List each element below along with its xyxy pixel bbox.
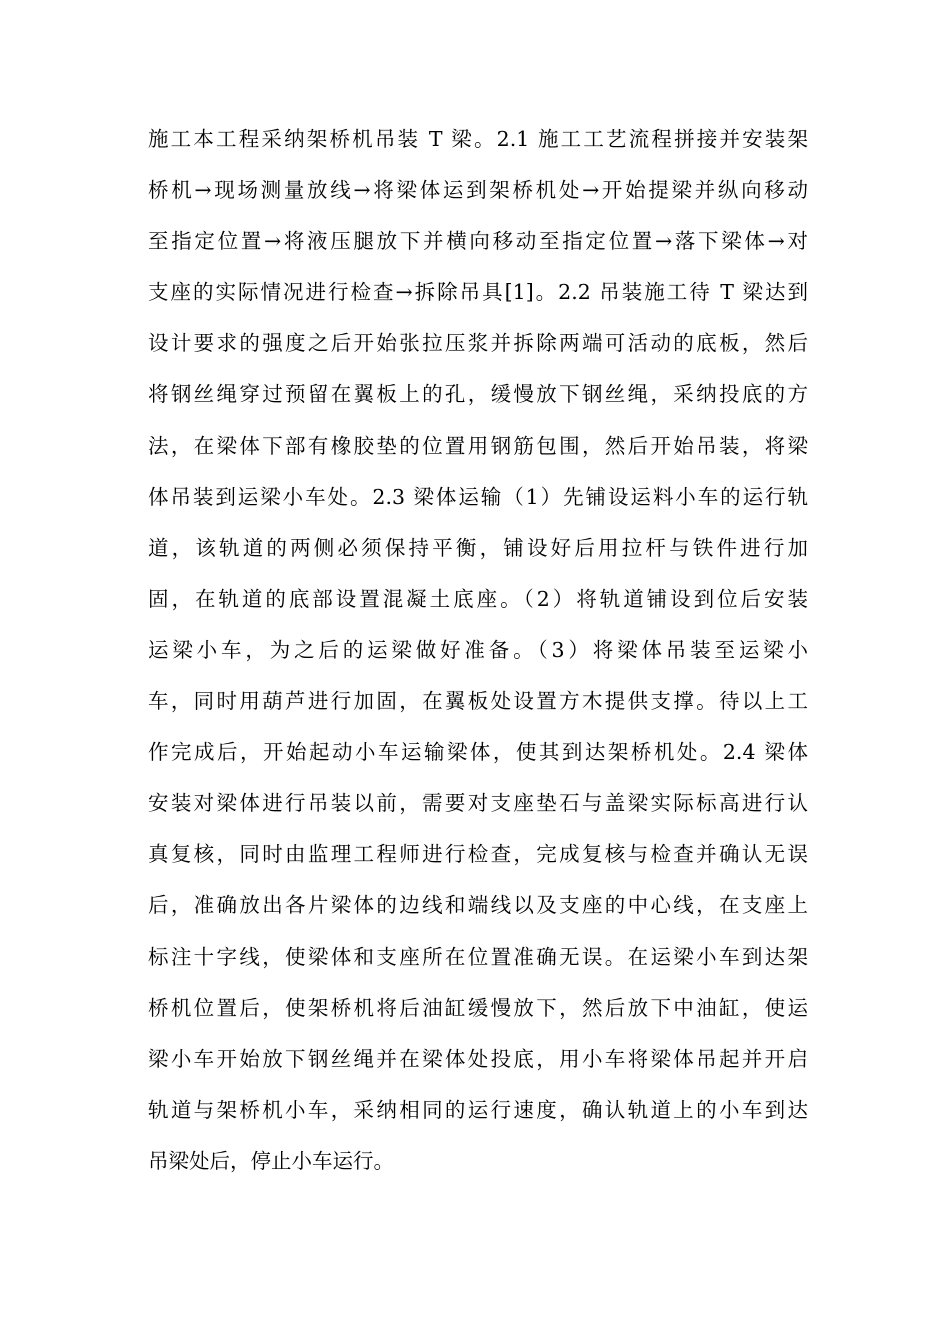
paragraph-line: 设计要求的强度之后开始张拉压浆并拆除两端可活动的底板，然后 (148, 331, 808, 356)
paragraph-line: 体吊装到运梁小车处。2.3 梁体运输（1）先铺设运料小车的运行轨 (148, 484, 808, 509)
paragraph-line: 吊梁处后，停止小车运行。 (148, 1148, 394, 1173)
paragraph-line: 施工本工程采纳架桥机吊装 T 梁。2.1 施工工艺流程拼接并安装架 (148, 127, 808, 151)
body-paragraph (148, 114, 808, 1187)
paragraph-line: 梁小车开始放下钢丝绳并在梁体处投底，用小车将梁体吊起并开启 (148, 1046, 808, 1071)
paragraph-line: 后，准确放出各片梁体的边线和端线以及支座的中心线，在支座上 (148, 893, 808, 918)
paragraph-line: 车，同时用葫芦进行加固，在翼板处设置方木提供支撑。待以上工 (148, 689, 808, 714)
paragraph-line: 桥机位置后，使架桥机将后油缸缓慢放下，然后放下中油缸，使运 (148, 995, 808, 1020)
paragraph-line: 标注十字线，使梁体和支座所在位置准确无误。在运梁小车到达架 (148, 944, 808, 969)
paragraph-line: 支座的实际情况进行检查→拆除吊具[1]。2.2 吊装施工待 T 梁达到 (148, 280, 808, 305)
paragraph-line: 作完成后，开始起动小车运输梁体，使其到达架桥机处。2.4 梁体 (148, 740, 808, 765)
paragraph-line: 轨道与架桥机小车，采纳相同的运行速度，确认轨道上的小车到达 (148, 1097, 808, 1122)
paragraph-line: 道，该轨道的两侧必须保持平衡，铺设好后用拉杆与铁件进行加 (148, 535, 808, 560)
paragraph-line: 固，在轨道的底部设置混凝土底座。（2）将轨道铺设到位后安装 (148, 586, 808, 611)
paragraph-line: 至指定位置→将液压腿放下并横向移动至指定位置→落下梁体→对 (148, 229, 808, 254)
paragraph-line: 桥机→现场测量放线→将梁体运到架桥机处→开始提梁并纵向移动 (148, 178, 808, 203)
paragraph-line: 安装对梁体进行吊装以前，需要对支座垫石与盖梁实际标高进行认 (148, 791, 808, 816)
paragraph-line: 法，在梁体下部有橡胶垫的位置用钢筋包围，然后开始吊装，将梁 (148, 433, 808, 458)
paragraph-line: 将钢丝绳穿过预留在翼板上的孔，缓慢放下钢丝绳，采纳投底的方 (148, 382, 808, 407)
paragraph-line: 真复核，同时由监理工程师进行检查，完成复核与检查并确认无误 (148, 842, 808, 867)
paragraph-line: 运梁小车，为之后的运梁做好准备。（3）将梁体吊装至运梁小 (148, 637, 808, 662)
